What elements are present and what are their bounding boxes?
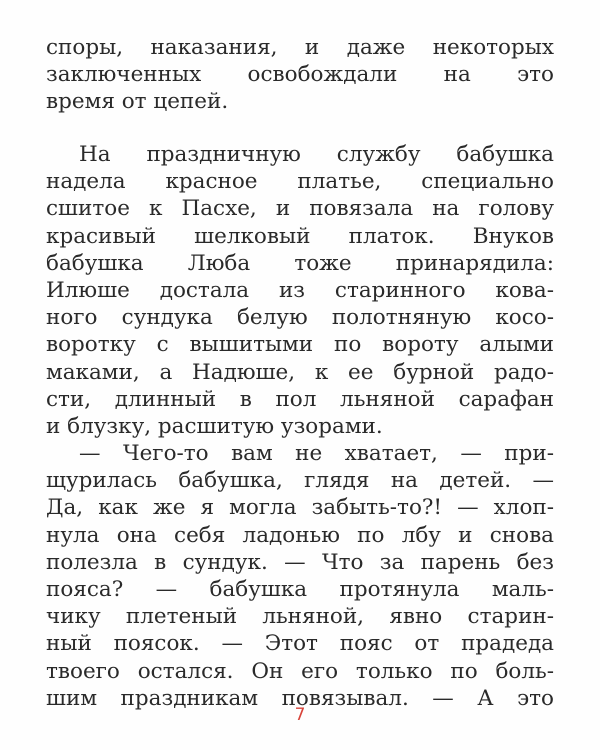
text-line: нула она себя ладонью по лбу и снова — [46, 522, 554, 548]
text-line: маками, а Надюше, к ее бурной радо- — [46, 359, 554, 385]
text-line: сти, длинный в пол льняной сарафан — [46, 386, 554, 412]
text-line: споры, наказания, и даже некоторых — [46, 35, 554, 60]
text-line: бабушка Люба тоже принарядила: — [46, 250, 554, 276]
text-line: сшитое к Пасхе, и повязала на голову — [46, 196, 554, 222]
text-line: — Чего-то вам не хватает, — при- — [79, 441, 554, 467]
text-line: полезла в сундук. — Что за парень без — [46, 549, 554, 575]
text-line: воротку с вышитыми по вороту алыми — [46, 332, 554, 358]
text-line: Да, как же я могла забыть-то?! — хлоп- — [46, 495, 554, 521]
text-line: шим праздникам повязывал. — А это — [46, 685, 554, 711]
text-line: ный поясок. — Этот пояс от прадеда — [46, 631, 554, 657]
text-line: и блузку, расшитую узорами. — [46, 413, 383, 439]
text-line: щурилась бабушка, глядя на детей. — — [46, 468, 554, 494]
text-line: ного сундука белую полотняную косо- — [46, 305, 554, 331]
text-line: надела красное платье, специально — [46, 169, 554, 195]
text-line: чику плетеный льняной, явно старин- — [46, 604, 554, 630]
paragraph-continuation — [46, 34, 554, 116]
text-line: На праздничную службу бабушка — [79, 142, 554, 167]
text-line: твоего остался. Он его только по боль- — [46, 658, 554, 684]
text-line: заключенных освобождали на это — [46, 62, 554, 88]
text-line: красивый шелковый платок. Внуков — [46, 223, 554, 249]
text-line: время от цепей. — [46, 89, 229, 115]
paragraph-main — [46, 141, 554, 712]
text-line: пояса? — бабушка протянула маль- — [46, 577, 554, 602]
text-line: Илюше достала из старинного кова- — [46, 277, 554, 303]
page-number: 7 — [294, 705, 306, 725]
